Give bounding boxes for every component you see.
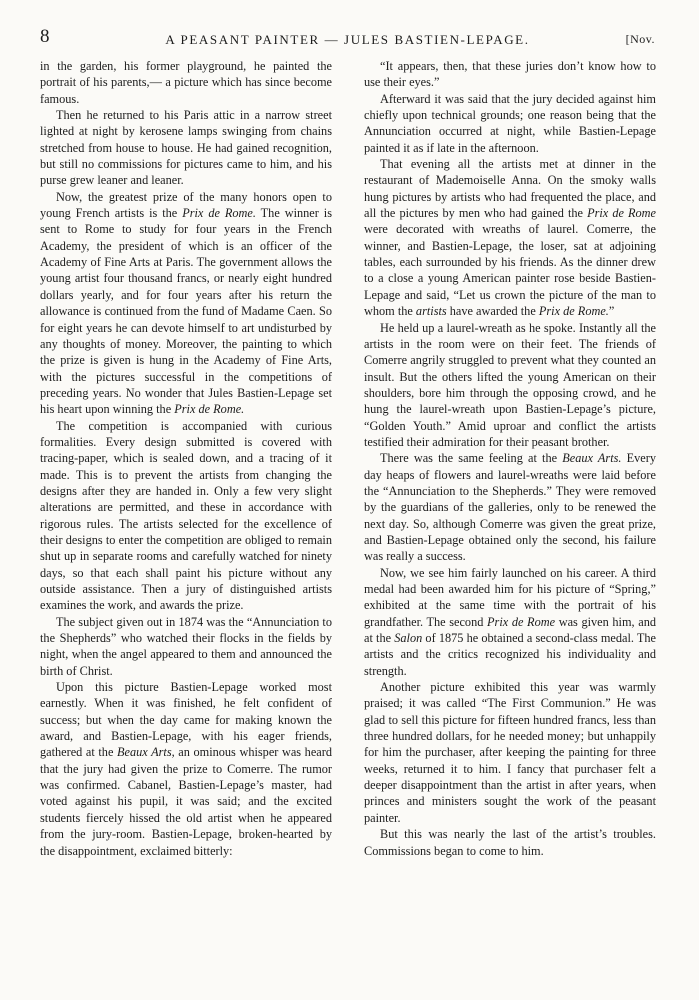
right-column — [364, 58, 656, 859]
issue-month: [Nov. — [625, 32, 655, 46]
paragraph: Now, the greatest prize of the many honors open to young French artists is the Prix de Rome. The winner is sent to Rome to study for four years in the French Academy, the president of which is an officer of the Academy of Fine Arts at Paris. The government allows the young artist four thousand francs, or nearly eight hundred dollars yearly, and for four years after his return the allowance is continued from the fund of Madame Caen. So for eight years he can devote himself to art undisturbed by any thoughts of money. Moreover, the painting to which the prize is given is hung in the Academy of Fine Arts, with the pictures successful in the competitions of preceding years. No wonder that Jules Bastien-Lepage set his heart upon winning the Prix de Rome. — [40, 189, 333, 417]
paragraph: That evening all the artists met at dinner in the restaurant of Mademoiselle Anna. On the smoky walls hung pictures by artists who had frequented the place, and all the pictures by men who had gained the Prix de Rome were decorated with wreaths of laurel. Comerre, the winner, and Bastien-Lepage, the loser, sat at adjoining tables, each surrounded by his friends. As the dinner drew to a close a young American painter rose beside Bastien-Lepage and said, “Let us crown the picture of the man to whom the artists have awarded the Prix de Rome.” — [364, 157, 656, 319]
page-number: 8 — [40, 26, 50, 47]
paragraph: Then he returned to his Paris attic in a narrow street lighted at night by kerosene lamps swinging from chains stretched from house to house. He had gained recognition, but still no commissions for pictures came to him, and his purse grew leaner and leaner. — [40, 108, 332, 188]
paragraph: in the garden, his former playground, he painted the portrait of his parents,— a picture which has since become famous. — [40, 59, 332, 106]
paragraph: Now, we see him fairly launched on his career. A third medal had been awarded him for his picture of “Spring,” exhibited at the same time with the portrait of his grandfather. The second Prix de Rome was given him, and at the Salon of 1875 he obtained a second-class medal. The artists and the critics recognized his individuality and strength. — [364, 565, 656, 678]
page-header — [40, 26, 655, 54]
paragraph: There was the same feeling at the Beaux Arts. Every day heaps of flowers and laurel-wreaths were laid before the “Annunciation to the Shepherds.” They were removed by the guardians of the galleries, only to be renewed the next day. So, although Comerre was given the great prize, and Bastien-Lepage obtained only the second, his failure was really a success. — [364, 451, 656, 564]
paragraph: Another picture exhibited this year was warmly praised; it was called “The First Communion.” He was glad to sell this picture for fifteen hundred francs, less than three hundred dollars, for he needed money; but unhappily for him the purchaser, after keeping the painting for three weeks, returned it to him. I fancy that purchaser felt a deeper disappointment than the artist in after years, when princes and ministers sought the work of the peasant painter. — [364, 680, 656, 825]
paragraph: The subject given out in 1874 was the “Annunciation to the Shepherds” who watched their flocks in the fields by night, when the angel appeared to them and announced the birth of Christ. — [40, 614, 332, 678]
paragraph: He held up a laurel-wreath as he spoke. Instantly all the artists in the room were on their feet. The friends of Comerre angrily struggled to prevent what they counted an insult. But the others lifted the young American on their shoulders, bore him through the opposing crowd, and he hung the laurel-wreath upon Bastien-Lepage’s picture, “Golden Youth.” Amid uproar and conflict the artists testified their admiration for their peasant brother. — [364, 320, 656, 449]
running-title: A PEASANT PAINTER — JULES BASTIEN-LEPAGE. — [165, 32, 530, 47]
paragraph: Afterward it was said that the jury decided against him chiefly upon technical grounds; one reason being that the Annunciation occurred at night, while Bastien-Lepage painted it as if late in the afternoon. — [364, 91, 656, 155]
paragraph: But this was nearly the last of the artist’s troubles. Commissions began to come to him. — [364, 827, 656, 858]
left-column — [40, 58, 332, 859]
paragraph: “It appears, then, that these juries don’t know how to use their eyes.” — [364, 59, 656, 90]
paragraph: The competition is accompanied with curious formalities. Every design submitted is covered with tracing-paper, which is sealed down, and a tracing of it made. This is to prevent the artists from changing the designs after they are handed in. Only a few very slight alterations are permitted, and these in accordance with rigorous rules. The artists selected for the excellence of their designs to enter the competition are obliged to remain shut up in separate rooms and carefully watched for ninety days, so that each shall paint his picture without any outside assistance. Then a jury of distinguished artists examines the work, and awards the prize. — [40, 418, 332, 613]
paragraph: Upon this picture Bastien-Lepage worked most earnestly. When it was finished, he felt confident of success; but when the day came for making known the award, and Bastien-Lepage, with his eager friends, gathered at the Beaux Arts, an ominous whisper was heard that the jury had given the prize to Comerre. The rumor was confirmed. Cabanel, Bastien-Lepage’s master, had voted against his pupil, it was said; and the excited students fiercely hissed the old artist when he appeared from the jury-room. Bastien-Lepage, broken-hearted by the disappointment, exclaimed bitterly: — [40, 680, 332, 858]
